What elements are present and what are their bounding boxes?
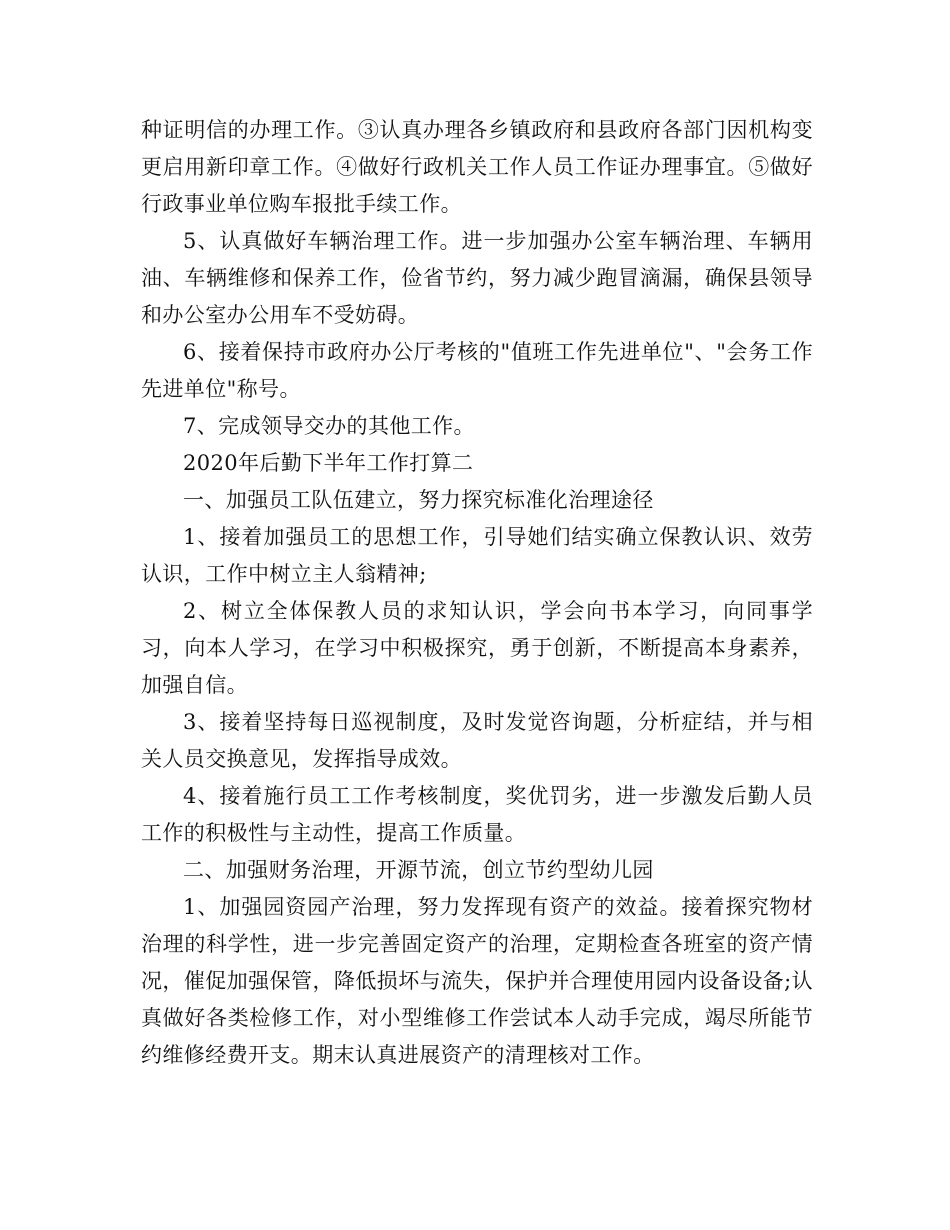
paragraph: 5、认真做好车辆治理工作。进一步加强办公室车辆治理、车辆用油、车辆维修和保养工作，俭省节约，努力减少跑冒滴漏，确保县领导和办公室办公用车不受妨碍。 [141, 229, 813, 327]
paragraph: 2、树立全体保教人员的求知认识，学会向书本学习，向同事学习，向本人学习，在学习中积极探究，勇于创新，不断提高本身素养，加强自信。 [141, 599, 813, 697]
paragraph: 6、接着保持市政府办公厅考核的"值班工作先进单位"、"会务工作先进单位"称号。 [141, 340, 813, 401]
section-title: 2020年后勤下半年工作打算二 [183, 451, 474, 475]
section-heading: 一、加强员工队伍建立，努力探究标准化治理途径 [183, 488, 654, 512]
section-heading: 二、加强财务治理，开源节流，创立节约型幼儿园 [183, 858, 654, 882]
paragraph: 种证明信的办理工作。③认真办理各乡镇政府和县政府各部门因机构变更启用新印章工作。④做好行政机关工作人员工作证办理事宜。⑤做好行政事业单位购车报批手续工作。 [141, 118, 813, 216]
paragraph: 1、接着加强员工的思想工作，引导她们结实确立保教认识、效劳认识，工作中树立主人翁精神; [141, 525, 813, 586]
paragraph: 7、完成领导交办的其他工作。 [183, 414, 475, 438]
document-body [141, 112, 813, 1074]
paragraph: 3、接着坚持每日巡视制度，及时发觉咨询题，分析症结，并与相关人员交换意见，发挥指导成效。 [141, 710, 813, 771]
paragraph: 4、接着施行员工工作考核制度，奖优罚劣，进一步激发后勤人员工作的积极性与主动性，提高工作质量。 [141, 784, 813, 845]
paragraph: 1、加强园资园产治理，努力发挥现有资产的效益。接着探究物材治理的科学性，进一步完善固定资产的治理，定期检查各班室的资产情况，催促加强保管，降低损坏与流失，保护并合理使用园内设备设备;认真做好各类检修工作，对小型维修工作尝试本人动手完成，竭尽所能节约维修经费开支。期末认真进展资产的清理核对工作。 [141, 895, 813, 1067]
